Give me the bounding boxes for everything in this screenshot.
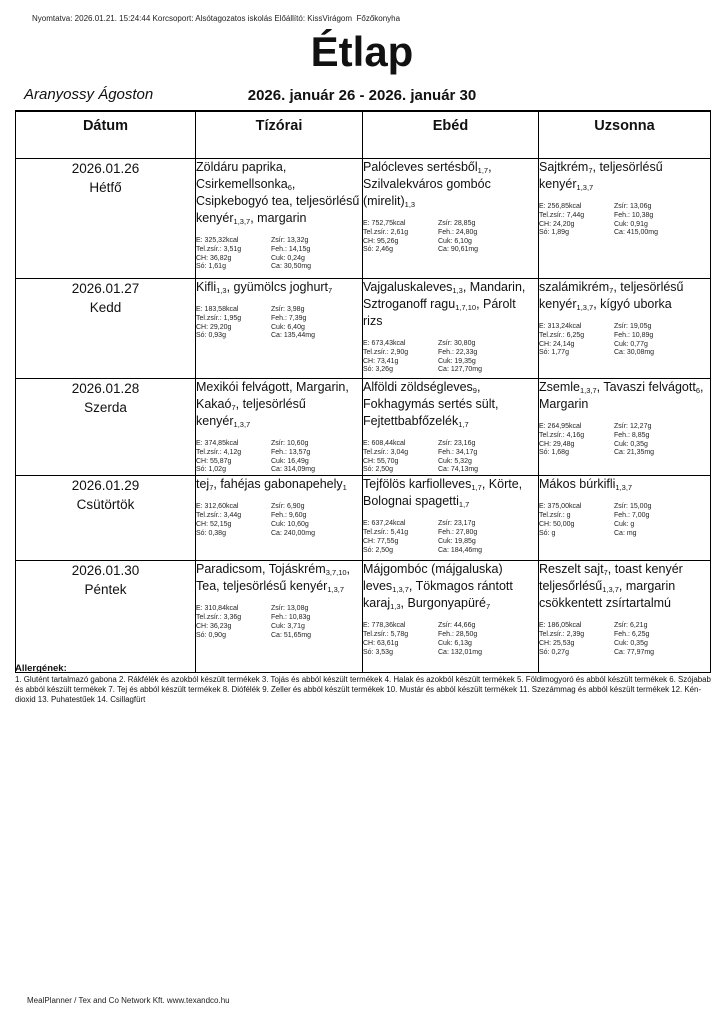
date-value: 2026.01.26	[71, 161, 140, 176]
nutrition-item: Feh.: 14,15g	[271, 245, 311, 253]
nutrition-item: Cuk: 6,40g	[271, 323, 305, 331]
nutrition-item: Só: g	[539, 529, 556, 537]
nutrition-item: Ca: 51,65mg	[271, 631, 312, 639]
menu-table	[15, 110, 711, 673]
nutrition-item: Feh.: 13,57g	[271, 448, 311, 456]
nutrition-item: Tel.zsír.: 5,41g	[363, 528, 409, 536]
date-cell	[16, 476, 196, 561]
nutrition-item: Ca: 77,97mg	[614, 648, 655, 656]
nutrition-item: Só: 1,89g	[539, 229, 569, 237]
nutrition-item: E: 375,00kcal	[539, 503, 582, 511]
nutrition-item: Zsír: 23,17g	[438, 520, 476, 528]
allergens-text: 1. Glutént tartalmazó gabona 2. Rákfélék és azokból készült termékek 3. Tojás és abból készült termékek 4. Halak és azokból készült termékek 5. Földimogyoró és abból készült termékek 6. Szójabab és abból készült termékek 7. Tej és abból készült termékek 8. Diófélék 9. Zeller és abból készült termékek 10. Mustár és abból készült termékek 11. Szezámmag és abból készült termékek 12. Kén-dioxid 13. Puhatestűek 14. Csillagfürt	[15, 675, 711, 704]
meal-text: Alföldi zöldségleves$_9$, Fokhagymás sertés sült, Fejtettbabfőzelék$_{1,7}$	[363, 380, 499, 429]
nutrition-item: Zsír: 44,66g	[438, 622, 476, 630]
nutrition-item: E: 637,24kcal	[363, 520, 406, 528]
nutrition-item: Tel.zsír.: 5,78g	[363, 630, 409, 638]
date-value: 2026.01.30	[71, 563, 140, 579]
nutrition-item: Tel.zsír.: 3,51g	[196, 245, 242, 253]
nutrition-item: CH: 77,55g	[363, 537, 399, 545]
nutrition-item: CH: 24,20g	[539, 220, 575, 228]
nutrition-item: Cuk: 6,10g	[438, 237, 472, 245]
nutrition-block	[363, 520, 538, 555]
nutrition-item: CH: 95,26g	[363, 237, 399, 245]
nutrition-item: Cuk: 16,49g	[271, 457, 309, 465]
nutrition-item: Ca: mg	[614, 529, 637, 537]
meal-text: Mákos búrkifli$_{1,3,7}$	[539, 477, 633, 493]
page-title: Étlap	[310, 28, 414, 75]
nutrition-item: Feh.: 10,38g	[614, 211, 654, 219]
nutrition-item: E: 186,05kcal	[539, 622, 582, 630]
allergens-section	[15, 663, 713, 704]
meal-text: Zöldáru paprika, Csirkemellsonka$_6$, Csipkebogyó tea, teljesörlésű kenyér$_{1,3,7}$, margarin	[196, 160, 360, 226]
nutrition-block	[363, 220, 538, 255]
nutrition-item: CH: 52,15g	[196, 520, 232, 528]
day-name: Péntek	[84, 582, 127, 598]
nutrition-item: CH: 29,20g	[196, 323, 232, 331]
meal-cell-ebed	[363, 561, 539, 673]
meal-cell-uzsonna	[539, 159, 711, 279]
nutrition-item: CH: 29,48g	[539, 440, 575, 448]
nutrition-item: Ca: 74,13mg	[438, 466, 479, 474]
table-row	[16, 476, 711, 561]
nutrition-item: CH: 24,14g	[539, 340, 575, 348]
meal-cell-uzsonna	[539, 476, 711, 561]
nutrition-block	[196, 503, 362, 538]
nutrition-item: Feh.: 9,60g	[271, 511, 307, 519]
nutrition-item: Feh.: 22,33g	[438, 348, 478, 356]
meal-cell-tizorai	[196, 561, 363, 673]
meal-cell-uzsonna	[539, 561, 711, 673]
meal-cell-tizorai	[196, 159, 363, 279]
nutrition-item: E: 264,95kcal	[539, 423, 582, 430]
nutrition-item: Só: 3,26g	[363, 366, 393, 374]
table-header	[16, 111, 711, 159]
meal-text: Sajtkrém$_7$, teljesörlésű kenyér$_{1,3,7}$	[539, 160, 663, 192]
table-row	[16, 159, 711, 279]
nutrition-item: Tel.zsír.: 2,61g	[363, 228, 409, 236]
meal-text: Paradicsom, Tojáskrém$_{3,7,10}$, Tea, teljesörlésű kenyér$_{1,3,7}$	[196, 562, 351, 595]
nutrition-item: E: 313,24kcal	[539, 323, 582, 330]
nutrition-item: Ca: 314,09mg	[271, 466, 315, 474]
nutrition-item: Tel.zsír.: 4,16g	[539, 431, 585, 439]
nutrition-block	[196, 605, 362, 640]
nutrition-item: Ca: 415,00mg	[614, 229, 658, 237]
nutrition-item: Zsír: 28,85g	[438, 220, 476, 227]
meal-cell-tizorai	[196, 379, 363, 476]
nutrition-item: Feh.: 34,17g	[438, 448, 478, 456]
meal-cell-tizorai	[196, 476, 363, 561]
nutrition-item: Tel.zsír.: 1,95g	[196, 314, 242, 322]
nutrition-item: Zsír: 23,16g	[438, 440, 476, 447]
table-row	[16, 379, 711, 476]
nutrition-item: E: 256,85kcal	[539, 203, 582, 210]
nutrition-item: E: 673,43kcal	[363, 340, 406, 347]
nutrition-block	[196, 440, 362, 475]
nutrition-item: Cuk: g	[614, 520, 635, 528]
meal-cell-ebed	[363, 159, 539, 279]
nutrition-item: Zsír: 10,60g	[271, 440, 309, 447]
nutrition-item: CH: 63,61g	[363, 639, 399, 647]
nutrition-item: CH: 55,87g	[196, 457, 232, 465]
date-value: 2026.01.29	[71, 478, 140, 494]
nutrition-item: E: 608,44kcal	[363, 440, 406, 447]
column-header: Dátum	[16, 111, 196, 159]
date-cell	[16, 159, 196, 279]
nutrition-block	[539, 622, 710, 657]
meal-text: Mexikói felvágott, Margarin, Kakaó$_7$, teljesörlésű kenyér$_{1,3,7}$	[196, 380, 349, 429]
nutrition-item: E: 183,58kcal	[196, 306, 239, 313]
date-cell	[16, 561, 196, 673]
nutrition-item: E: 325,32kcal	[196, 237, 239, 244]
nutrition-block	[539, 203, 710, 238]
table-body	[16, 159, 711, 673]
nutrition-item: Feh.: 10,83g	[271, 613, 311, 621]
nutrition-item: E: 312,60kcal	[196, 503, 239, 511]
nutrition-item: Zsír: 13,32g	[271, 237, 309, 244]
nutrition-item: Feh.: 6,25g	[614, 630, 650, 638]
nutrition-item: Tel.zsír.: 3,36g	[196, 613, 242, 621]
nutrition-block	[363, 440, 538, 475]
nutrition-item: Cuk: 3,71g	[271, 622, 305, 630]
header-row	[16, 111, 711, 159]
meal-cell-uzsonna	[539, 279, 711, 379]
nutrition-item: Cuk: 0,77g	[614, 340, 648, 348]
meal-text: Vajgaluskaleves$_{1,3}$, Mandarin, Sztroganoff ragu$_{1,7,10}$, Párolt rizs	[363, 280, 526, 328]
nutrition-item: Tel.zsír.: 3,44g	[196, 511, 242, 519]
date-value: 2026.01.28	[71, 381, 140, 396]
nutrition-item: Cuk: 0,24g	[271, 254, 305, 262]
meal-cell-ebed	[363, 379, 539, 476]
nutrition-item: Ca: 30,08mg	[614, 349, 655, 357]
nutrition-item: Ca: 135,44mg	[271, 332, 315, 340]
nutrition-item: CH: 73,41g	[363, 357, 399, 365]
nutrition-item: Zsír: 13,06g	[614, 203, 652, 210]
nutrition-item: Tel.zsír.: 2,39g	[539, 630, 585, 638]
meal-text: Kifli$_{1,3}$, gyümölcs joghurt$_7$	[196, 280, 333, 295]
nutrition-item: Ca: 127,70mg	[438, 366, 482, 374]
nutrition-item: Só: 1,77g	[539, 349, 569, 357]
nutrition-item: Cuk: 10,60g	[271, 520, 309, 528]
nutrition-item: Ca: 184,46mg	[438, 546, 482, 554]
day-name: Kedd	[89, 300, 122, 315]
nutrition-item: Cuk: 5,32g	[438, 457, 472, 465]
nutrition-item: Tel.zsír.: g	[539, 511, 571, 519]
nutrition-item: Cuk: 0,35g	[614, 440, 648, 448]
nutrition-item: Tel.zsír.: 7,44g	[539, 211, 585, 219]
allergens-title: Allergének:	[15, 663, 67, 674]
nutrition-block	[363, 622, 538, 657]
meal-text: Májgombóc (májgaluska) leves$_{1,3,7}$, Tökmagos rántott karaj$_{1,3}$, Burgonyapüré$_7$	[363, 562, 513, 612]
nutrition-item: Feh.: 7,00g	[614, 511, 650, 519]
column-header: Ebéd	[363, 111, 539, 159]
nutrition-item: Feh.: 10,89g	[614, 331, 654, 339]
meal-text: Zsemle$_{1,3,7}$, Tavaszi felvágott$_6$, Margarin	[539, 380, 704, 411]
nutrition-item: E: 778,36kcal	[363, 622, 406, 630]
nutrition-item: Tel.zsír.: 4,12g	[196, 448, 242, 456]
meal-cell-ebed	[363, 279, 539, 379]
day-name: Csütörtök	[76, 497, 135, 513]
meal-cell-uzsonna	[539, 379, 711, 476]
date-cell	[16, 279, 196, 379]
nutrition-item: Feh.: 7,39g	[271, 314, 307, 322]
date-range: 2026. január 26 - 2026. január 30	[247, 87, 477, 104]
nutrition-item: CH: 50,00g	[539, 520, 575, 528]
nutrition-item: Feh.: 27,80g	[438, 528, 478, 536]
nutrition-item: Cuk: 6,13g	[438, 639, 472, 647]
nutrition-block	[196, 237, 362, 272]
nutrition-item: Só: 1,68g	[539, 449, 569, 457]
nutrition-item: Feh.: 24,80g	[438, 228, 478, 236]
nutrition-item: Só: 1,02g	[196, 466, 226, 474]
nutrition-item: Zsír: 19,05g	[614, 323, 652, 330]
nutrition-item: Zsír: 15,00g	[614, 503, 652, 511]
person-name: Aranyossy Ágoston	[24, 86, 154, 103]
day-name: Szerda	[84, 400, 127, 415]
nutrition-item: Só: 2,50g	[363, 546, 393, 554]
nutrition-item: Só: 0,90g	[196, 631, 226, 639]
nutrition-item: Ca: 21,35mg	[614, 449, 655, 457]
nutrition-item: Cuk: 19,35g	[438, 357, 476, 365]
nutrition-block	[363, 340, 538, 375]
nutrition-item: Ca: 132,01mg	[438, 648, 482, 656]
nutrition-item: Só: 1,61g	[196, 263, 226, 271]
table-row	[16, 279, 711, 379]
nutrition-item: Zsír: 3,98g	[271, 306, 305, 313]
meal-text: szalámikrém$_7$, teljesörlésű kenyér$_{1,3,7}$, kígyó uborka	[539, 280, 684, 312]
nutrition-item: Cuk: 19,85g	[438, 537, 476, 545]
print-info: Nyomtatva: 2026.01.21. 15:24:44 Korcsoport: Alsótagozatos iskolás Előállító: KissVirágom Főzőkonyha	[32, 14, 401, 23]
nutrition-item: E: 374,85kcal	[196, 440, 239, 447]
nutrition-item: CH: 36,82g	[196, 254, 232, 262]
meal-cell-ebed	[363, 476, 539, 561]
column-header: Uzsonna	[539, 111, 711, 159]
nutrition-item: Só: 2,46g	[363, 246, 393, 254]
nutrition-item: Zsír: 6,21g	[614, 622, 648, 630]
nutrition-item: Tel.zsír.: 6,25g	[539, 331, 585, 339]
meal-text: Palócleves sertésből$_{1,7}$, Szilvalekváros gombóc $(mirelit)_{1,3}$	[363, 160, 492, 209]
nutrition-item: Cuk: 0,35g	[614, 639, 648, 647]
nutrition-item: Ca: 30,50mg	[271, 263, 312, 271]
nutrition-item: Cuk: 0,91g	[614, 220, 648, 228]
nutrition-item: Ca: 240,00mg	[271, 529, 315, 537]
nutrition-item: Feh.: 28,50g	[438, 630, 478, 638]
nutrition-block	[539, 423, 710, 458]
nutrition-item: Zsír: 12,27g	[614, 423, 652, 430]
nutrition-item: Zsír: 6,90g	[271, 503, 305, 511]
nutrition-item: Zsír: 13,08g	[271, 605, 309, 613]
footer-text: MealPlanner / Tex and Co Network Kft. www.texandco.hu	[27, 996, 230, 1005]
nutrition-item: CH: 25,53g	[539, 639, 575, 647]
date-value: 2026.01.27	[71, 281, 140, 296]
nutrition-item: Zsír: 30,80g	[438, 340, 476, 347]
nutrition-item: E: 310,84kcal	[196, 605, 239, 613]
nutrition-block	[196, 306, 362, 341]
column-header: Tízórai	[196, 111, 363, 159]
nutrition-item: Ca: 90,61mg	[438, 246, 479, 254]
meal-text: Reszelt sajt$_7$, toast kenyér teljesőrlésű$_{1,3,7}$, margarin csökkentett zsírtartalmú	[539, 562, 683, 611]
nutrition-item: Só: 0,27g	[539, 648, 569, 656]
nutrition-item: Tel.zsír.: 3,04g	[363, 448, 409, 456]
day-name: Hétfő	[89, 180, 122, 195]
meal-text: tej$_7$, fahéjas gabonapehely$_1$	[196, 477, 347, 493]
nutrition-block	[539, 323, 710, 358]
nutrition-item: Só: 0,93g	[196, 332, 226, 340]
nutrition-item: Só: 3,53g	[363, 648, 393, 656]
nutrition-item: E: 752,75kcal	[363, 220, 406, 227]
nutrition-item: Só: 2,50g	[363, 466, 393, 474]
nutrition-item: Feh.: 8,85g	[614, 431, 650, 439]
nutrition-item: Só: 0,38g	[196, 529, 226, 537]
nutrition-item: CH: 36,23g	[196, 622, 232, 630]
table-row	[16, 561, 711, 673]
date-cell	[16, 379, 196, 476]
nutrition-block	[539, 503, 710, 538]
meal-text: Tejfölös karfiolleves$_{1,7}$, Körte, Bolognai spagetti$_{1,7}$	[363, 477, 523, 510]
nutrition-item: CH: 55,70g	[363, 457, 399, 465]
nutrition-item: Tel.zsír.: 2,90g	[363, 348, 409, 356]
meal-cell-tizorai	[196, 279, 363, 379]
